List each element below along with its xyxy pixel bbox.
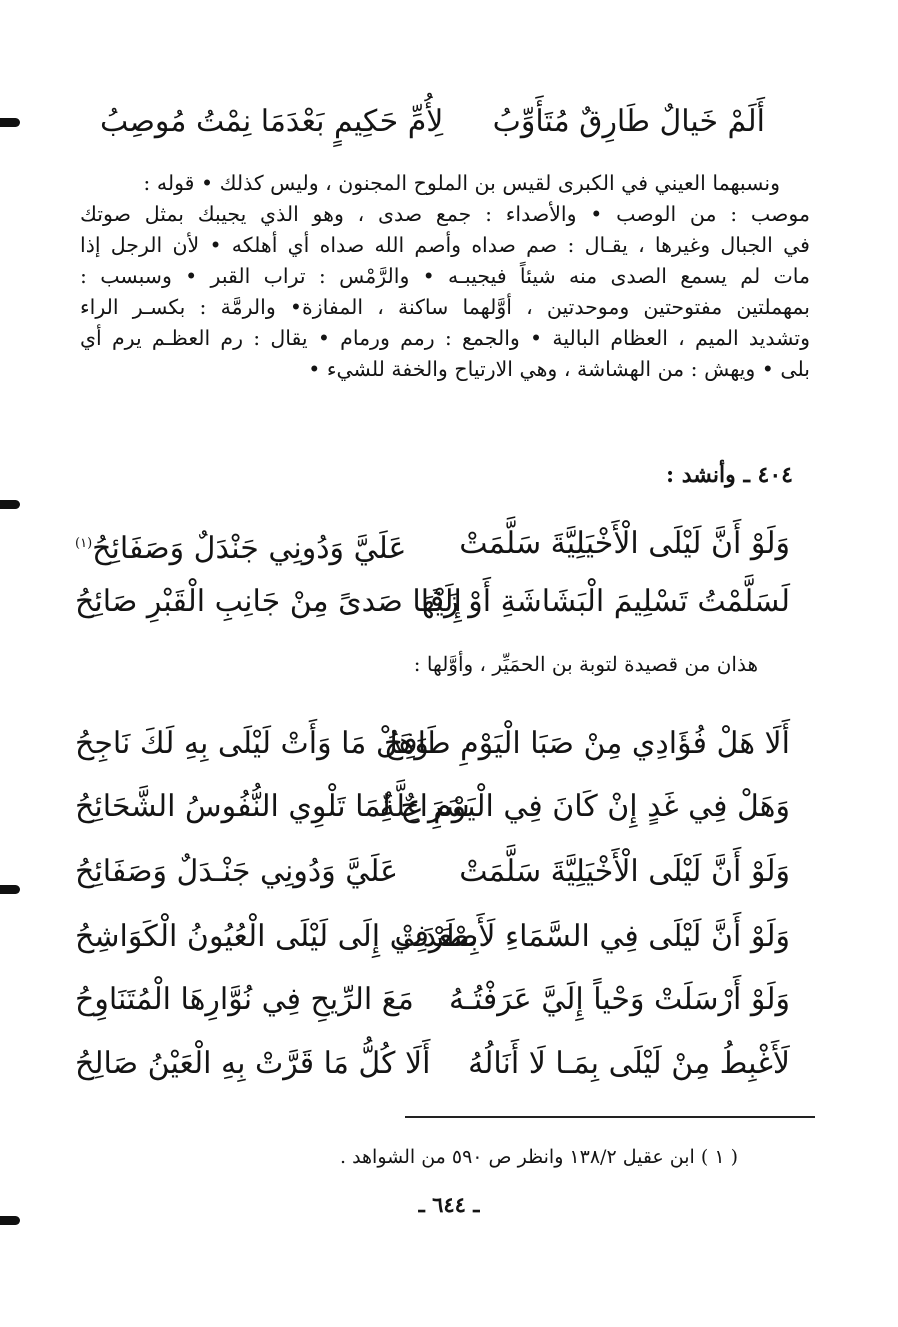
- verse-first-hemistich: أَلَمْ خَيالٌ طَارِقٌ مُتَأَوِّبُ: [492, 104, 765, 139]
- verse-first-hemistich: وَلَوْ أَنَّ لَيْلَى فِي السَّمَاءِ لَأَصْعَدَتْ: [394, 919, 790, 954]
- poem-verse: [75, 718, 790, 770]
- verse-first-hemistich: لَسَلَّمْتُ تَسْلِيمَ الْبَشَاشَةِ أَوْ زَقَا: [420, 584, 790, 619]
- verse-first-hemistich: وَلَوْ أَرْسَلَتْ وَحْياً إِلَيَّ عَرَفْتُـهُ: [448, 982, 790, 1017]
- verse-first-hemistich: وَهَلْ فِي غَدٍ إِنْ كَانَ فِي الْيَوْمِ عِلَّةٌ: [379, 789, 790, 824]
- shahid-verse: [75, 576, 790, 628]
- verse-first-hemistich: وَلَوْ أَنَّ لَيْلَى الْأَخْيَلِيَّةَ سَلَّمَتْ: [459, 854, 790, 889]
- verse-second-hemistich: [75, 518, 406, 575]
- commentary-paragraph: [80, 168, 810, 385]
- commentary-line: مات لم يسمع الصدى منه شيئاً فيجيبـه • والرَّمْس : تراب القبر • وسبسب :: [80, 264, 810, 288]
- verse-first-hemistich: أَلَا هَلْ فُؤَادِي مِنْ صَبَا الْيَوْمِ طَافِحُ: [383, 726, 790, 761]
- verse-second-hemistich: إِلَيْهَا صَدىً مِنْ جَانِبِ الْقَبْرِ صَائِحُ: [75, 584, 462, 619]
- verse-first-hemistich: وَلَوْ أَنَّ لَيْلَى الْأَخْيَلِيَّةَ سَلَّمَتْ: [459, 526, 790, 561]
- verse-first-hemistich: لَأَغْبِطُ مِنْ لَيْلَى بِمَـا لَا أَنَالُهُ: [468, 1046, 790, 1081]
- commentary-line: موصب : من الوصب • والأصداء : جمع صدى ، وهو الذي يجيبك بمثل صوتك: [80, 202, 810, 226]
- verse-second-hemistich: وَهَلْ مَا وَأَتْ لَيْلَى بِهِ لَكَ نَاجِحُ: [75, 726, 429, 761]
- poem-intro: هذان من قصيدة لتوبة بن الحمَيِّر ، وأوَّلها :: [413, 652, 758, 676]
- verse-second-hemistich: بِطَرْفِي إِلَى لَيْلَى الْعُيُونُ الْكَوَاشِحُ: [75, 919, 479, 954]
- scan-edge-mark: [0, 500, 20, 509]
- commentary-line: وتشديد الميم ، العظام البالية • والجمع : رمم ورمام • يقال : رم العظـم يرم أي: [80, 326, 810, 350]
- verse-second-hemistich: لِأُمِّ حَكِيمٍ بَعْدَمَا نِمْتُ مُوصِبُ: [100, 104, 444, 139]
- shahid-verse: [75, 518, 790, 570]
- scan-edge-mark: [0, 1216, 20, 1225]
- scan-edge-mark: [0, 885, 20, 894]
- verse-second-hemistich: سَرَاحٌ لِمَا تَلْوِي النُّفُوسُ الشَّحَائِحُ: [75, 789, 470, 824]
- verse-second-text: عَلَيَّ وَدُونِي جَنْدَلٌ وَصَفَائِحُ: [92, 531, 407, 566]
- poem-verse: [75, 974, 790, 1026]
- poem-verse: [75, 1038, 790, 1090]
- top-verse: [100, 96, 765, 148]
- footnote-reference: (١): [75, 536, 93, 551]
- verse-second-hemistich: أَلَا كُلُّ مَا قَرَّتْ بِهِ الْعَيْنُ صَالِحُ: [75, 1046, 431, 1081]
- verse-second-hemistich: مَعَ الرِّيحِ فِي نُوَّارِهَا الْمُتَنَاوِحُ: [75, 982, 414, 1017]
- footnote-separator: [405, 1116, 815, 1118]
- shahid-heading: ٤٠٤ ـ وأنشد :: [665, 462, 793, 488]
- page-number: ـ ٦٤٤ ـ: [418, 1192, 480, 1217]
- scan-edge-mark: [0, 118, 20, 127]
- poem-verse: [75, 911, 790, 963]
- commentary-line: في الجبال وغيرها ، يقـال : صم صداه وأصم الله صداه أي أهلكه • لأن الرجل إذا: [80, 233, 810, 257]
- poem-verse: [75, 846, 790, 898]
- commentary-line: بلى • ويهش : من الهشاشة ، وهي الارتياح والخفة للشيء •: [308, 357, 810, 381]
- poem-verse: [75, 781, 790, 833]
- commentary-line: بمهملتين مفتوحتين وموحدتين ، أوَّلهما ساكنة ، المفازة• والرمَّة : بكسـر الراء: [80, 295, 810, 319]
- verse-second-hemistich: عَلَيَّ وَدُونِي جَنْـدَلٌ وَصَفَائِحُ: [75, 854, 399, 889]
- footnote: ( ١ ) ابن عقيل ١٣٨/٢ وانظر ص ٥٩٠ من الشواهد .: [339, 1146, 738, 1168]
- commentary-line: ونسبهما العيني في الكبرى لقيس بن الملوح المجنون ، وليس كذلك • قوله :: [143, 171, 780, 195]
